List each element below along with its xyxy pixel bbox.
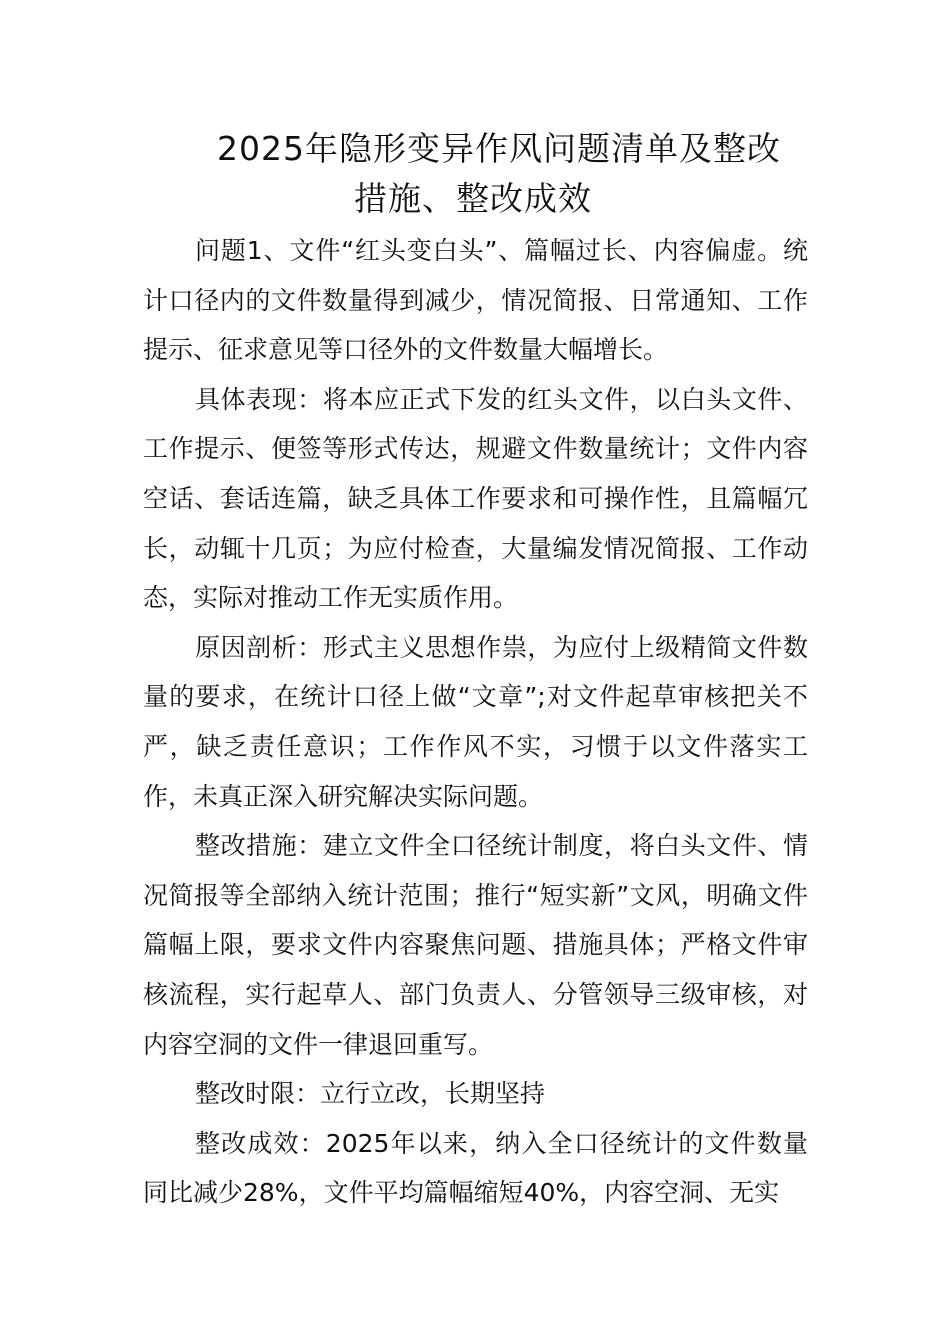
paragraph-deadline: 整改时限：立行立改，长期坚持 — [195, 1079, 546, 1109]
paragraph-cause-analysis: 原因剖析：形式主义思想作祟，为应付上级精简文件数量的要求，在统计口径上做“文章”;对文件起草审核把关不严，缺乏责任意识；工作作风不实，习惯于以文件落实工作，未真正深入研究解决实际问题。 — [143, 632, 808, 811]
paragraph-rectification-measures: 整改措施：建立文件全口径统计制度，将白头文件、情况简报等全部纳入统计范围；推行“短实新”文风，明确文件篇幅上限，要求文件内容聚焦问题、措施具体；严格文件审核流程，实行起草人、部门负责人、分管领导三级审核，对内容空洞的文件一律退回重写。 — [143, 831, 808, 1059]
paragraph-results: 整改成效：2025年以来，纳入全口径统计的文件数量同比减少28%，文件平均篇幅缩短40%，内容空洞、无实 — [143, 1128, 808, 1208]
title-line-1: 2025年隐形变异作风问题清单及整改 — [217, 129, 781, 168]
paragraph-problem: 问题1、文件“红头变白头”、篇幅过长、内容偏虚。统计口径内的文件数量得到减少，情况简报、日常通知、工作提示、征求意见等口径外的文件数量大幅增长。 — [143, 236, 808, 365]
paragraph-manifestation: 具体表现：将本应正式下发的红头文件，以白头文件、工作提示、便签等形式传达，规避文件数量统计；文件内容空话、套话连篇，缺乏具体工作要求和可操作性，且篇幅冗长，动辄十几页；为应付检查，大量编发情况简报、工作动态，实际对推动工作无实质作用。 — [143, 384, 808, 613]
document-title — [143, 124, 878, 224]
title-line-2: 措施、整改成效 — [354, 179, 592, 218]
document-body — [143, 226, 808, 1218]
